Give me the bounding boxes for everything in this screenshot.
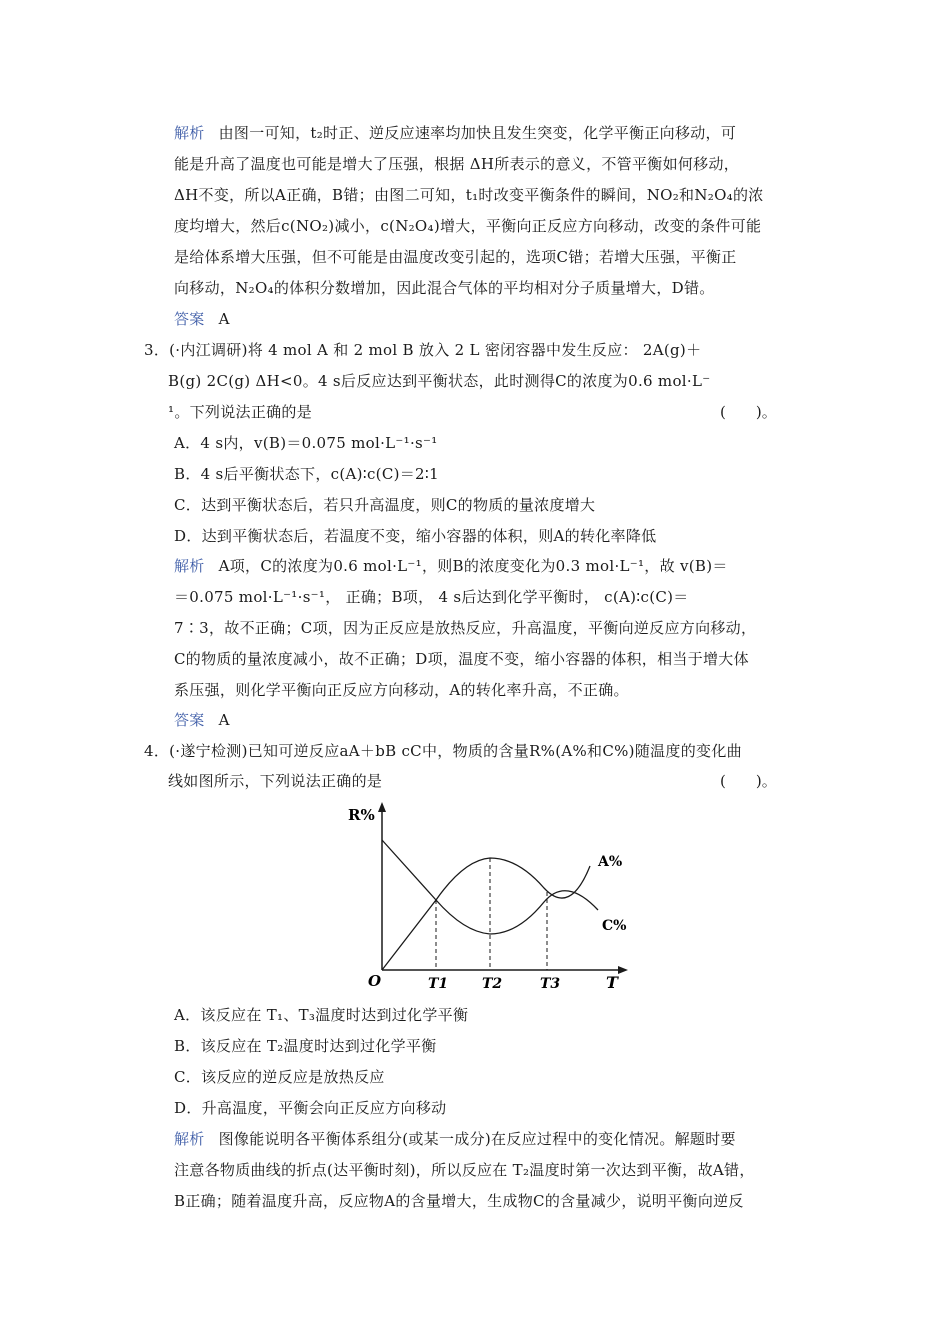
q3-option-c: C．达到平衡状态后，若只升高温度，则C的物质的量浓度增大 bbox=[174, 496, 596, 514]
block1-line-2: 能是升高了温度也可能是增大了压强，根据 ΔH所表示的意义，不管平衡如何移动， bbox=[174, 155, 740, 173]
q3-stem-1: 3．(·内江调研)将 4 mol A 和 2 mol B 放入 2 L 密闭容器中发生反应： 2A(g)＋ bbox=[144, 341, 702, 359]
tick-t1: T1 bbox=[428, 976, 449, 992]
q4-answer-blank: ( )。 bbox=[720, 772, 777, 790]
q3-answer-blank: ( )。 bbox=[720, 403, 777, 421]
q4-option-c: C．该反应的逆反应是放热反应 bbox=[174, 1068, 385, 1086]
r-percent-temperature-figure bbox=[340, 800, 640, 1000]
block1-line-6: 向移动，N₂O₄的体积分数增加，因此混合气体的平均相对分子质量增大，D错。 bbox=[174, 279, 715, 297]
q4-analysis-1: 解析 图像能说明各平衡体系组分(或某一成分)在反应过程中的变化情况。解题时要 bbox=[174, 1130, 736, 1148]
q4-stem-1: 4．(·遂宁检测)已知可逆反应aA＋bB cC中，物质的含量R%(A%和C%)随温度的变化曲 bbox=[144, 742, 742, 760]
block1-line-3: ΔH不变，所以A正确，B错；由图二可知，t₁时改变平衡条件的瞬间，NO₂和N₂O₄的浓 bbox=[174, 186, 764, 204]
q3-analysis-3: 7∶3，故不正确；C项，因为正反应是放热反应，升高温度，平衡向逆反应方向移动， bbox=[174, 619, 757, 637]
q4-option-d: D．升高温度，平衡会向正反应方向移动 bbox=[174, 1099, 447, 1117]
q3-option-d: D．达到平衡状态后，若温度不变，缩小容器的体积，则A的转化率降低 bbox=[174, 527, 657, 545]
y-axis-arrow bbox=[378, 802, 386, 812]
q3-analysis-1: 解析 A项，C的浓度为0.6 mol·L⁻¹，则B的浓度变化为0.3 mol·L⁻¹，故 v(B)＝ bbox=[174, 557, 728, 575]
tick-t3: T3 bbox=[540, 976, 561, 992]
q4-analysis-3: B正确；随着温度升高，反应物A的含量增大，生成物C的含量减少，说明平衡向逆反 bbox=[174, 1192, 744, 1210]
q3-analysis-2: ＝0.075 mol·L⁻¹·s⁻¹， 正确；B项， 4 s后达到化学平衡时， c(A)∶c(C)＝ bbox=[174, 588, 689, 606]
q3-stem-2: B(g) 2C(g) ΔH<0。4 s后反应达到平衡状态，此时测得C的浓度为0.6 mol·L⁻ bbox=[168, 372, 711, 390]
curve-a-label: A% bbox=[598, 854, 623, 870]
q4-analysis-2: 注意各物质曲线的折点(达平衡时刻)，所以反应在 T₂温度时第一次达到平衡，故A错， bbox=[174, 1161, 755, 1179]
q3-answer: 答案 A bbox=[174, 711, 230, 729]
q3-option-a: A．4 s内，v(B)＝0.075 mol·L⁻¹·s⁻¹ bbox=[174, 434, 438, 452]
block1-line-5: 是给体系增大压强，但不可能是由温度改变引起的，选项C错；若增大压强，平衡正 bbox=[174, 248, 737, 266]
tick-t2: T2 bbox=[482, 976, 503, 992]
x-axis-arrow bbox=[618, 966, 628, 974]
q4-option-a: A．该反应在 T₁、T₃温度时达到过化学平衡 bbox=[174, 1006, 469, 1024]
q3-option-b: B．4 s后平衡状态下，c(A)∶c(C)＝2∶1 bbox=[174, 465, 439, 483]
q4-stem-2: 线如图所示，下列说法正确的是 bbox=[168, 772, 383, 790]
q3-stem-3: ¹。下列说法正确的是 bbox=[168, 403, 313, 421]
y-axis-label: R% bbox=[348, 806, 375, 824]
answer-label: 答案 bbox=[174, 310, 205, 328]
jiexi-label: 解析 bbox=[174, 557, 205, 575]
q3-analysis-4: C的物质的量浓度减小，故不正确；D项，温度不变，缩小容器的体积，相当于增大体 bbox=[174, 650, 749, 668]
q3-analysis-5: 系压强，则化学平衡向正反应方向移动，A的转化率升高，不正确。 bbox=[174, 681, 629, 699]
answer-label: 答案 bbox=[174, 711, 205, 729]
origin-label: O bbox=[368, 972, 382, 990]
block1-line-4: 度均增大，然后c(NO₂)减小，c(N₂O₄)增大，平衡向正反应方向移动，改变的条件可能 bbox=[174, 217, 762, 235]
jiexi-label: 解析 bbox=[174, 1130, 205, 1148]
block1-answer: 答案 A bbox=[174, 310, 230, 328]
x-axis-label: T bbox=[606, 973, 618, 992]
jiexi-label: 解析 bbox=[174, 124, 205, 142]
block1-line-1: 解析 由图一可知，t₂时正、逆反应速率均加快且发生突变，化学平衡正向移动，可 bbox=[174, 124, 737, 142]
curve-c-label: C% bbox=[602, 918, 627, 934]
q4-option-b: B．该反应在 T₂温度时达到过化学平衡 bbox=[174, 1037, 437, 1055]
